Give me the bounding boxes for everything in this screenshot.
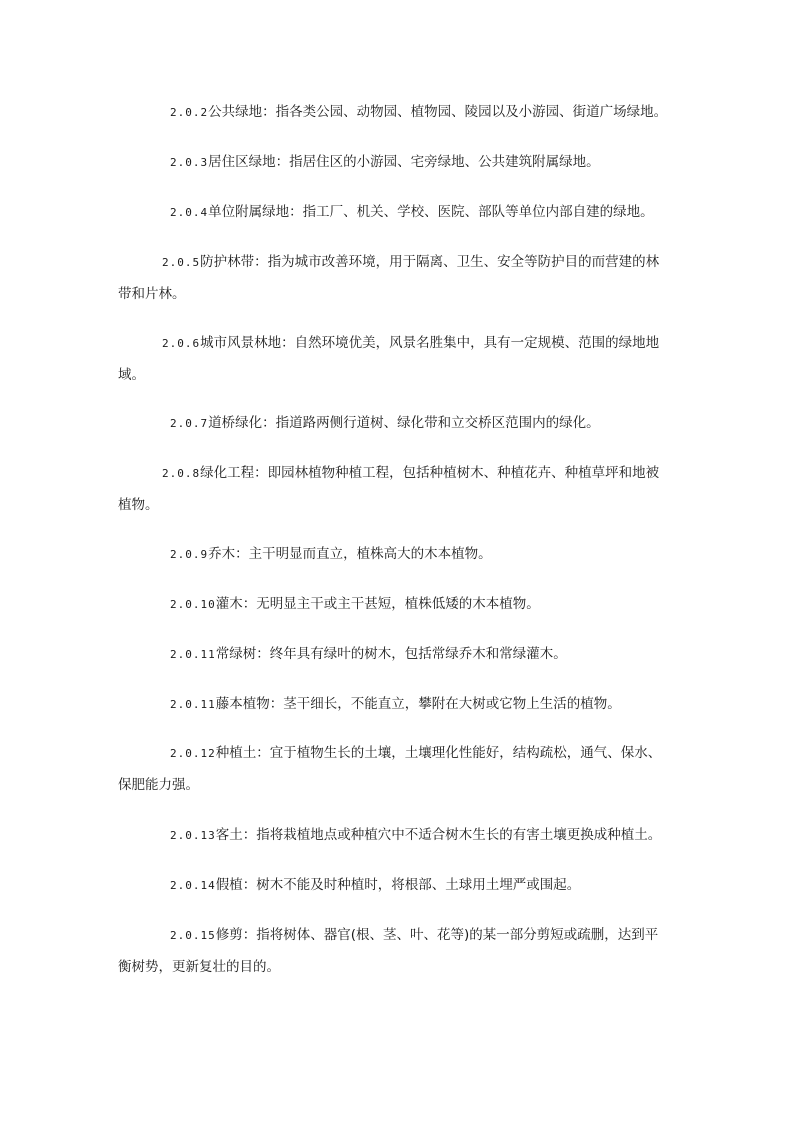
- clause-text: 灌木：无明显主干或主干甚短，植株低矮的木本植物。: [215, 596, 540, 612]
- clause-number: 2.0.13: [170, 829, 216, 842]
- clause-text: 道桥绿化：指道路两侧行道树、绿化带和立交桥区范围内的绿化。: [208, 415, 600, 431]
- clause-number: 2.0.14: [170, 879, 216, 892]
- clause-text: 城市风景林地：自然环境优美，风景名胜集中，具有一定规模、范围的绿地地: [200, 335, 660, 351]
- clause-number: 2.0.3: [170, 156, 209, 169]
- clause-text-continued: 植物。: [118, 497, 159, 513]
- clause-text-continued: 带和片林。: [118, 286, 186, 302]
- clause-number: 2.0.12: [170, 747, 216, 760]
- clause-text-continued: 域。: [118, 367, 145, 383]
- clause-text: 防护林带：指为城市改善环境，用于隔离、卫生、安全等防护目的而营建的林: [200, 254, 660, 270]
- clause-number: 2.0.6: [162, 337, 201, 350]
- clause-number: 2.0.10: [170, 598, 216, 611]
- clause-number: 2.0.2: [170, 106, 209, 119]
- clause-text: 公共绿地：指各类公园、动物园、植物园、陵园以及小游园、街道广场绿地。: [208, 104, 668, 120]
- clause-number: 2.0.5: [162, 256, 201, 269]
- clause-text: 修剪：指将树体、器官(根、茎、叶、花等)的某一部分剪短或疏删，达到平: [215, 927, 659, 943]
- clause-text-continued: 衡树势，更新复壮的目的。: [118, 959, 280, 975]
- clause-text: 单位附属绿地：指工厂、机关、学校、医院、部队等单位内部自建的绿地。: [208, 204, 654, 220]
- clause-number: 2.0.11: [170, 648, 216, 661]
- clause-text: 藤本植物：茎干细长，不能直立，攀附在大树或它物上生活的植物。: [215, 696, 621, 712]
- clause-text: 常绿树：终年具有绿叶的树木，包括常绿乔木和常绿灌木。: [215, 646, 567, 662]
- clause-number: 2.0.7: [170, 417, 209, 430]
- clause-text: 假植：树木不能及时种植时，将根部、土球用土埋严或围起。: [215, 877, 581, 893]
- clause-text: 居住区绿地：指居住区的小游园、宅旁绿地、公共建筑附属绿地。: [208, 154, 600, 170]
- clause-number: 2.0.4: [170, 206, 209, 219]
- clause-number: 2.0.15: [170, 929, 216, 942]
- clause-text: 绿化工程：即园林植物种植工程，包括种植树木、种植花卉、种植草坪和地被: [200, 465, 660, 481]
- clause-text: 客土：指将栽植地点或种植穴中不适合树木生长的有害土壤更换成种植土。: [215, 827, 662, 843]
- clause-number: 2.0.11: [170, 698, 216, 711]
- clause-text-continued: 保肥能力强。: [118, 777, 199, 793]
- clause-text: 种植土：宜于植物生长的土壤，土壤理化性能好，结构疏松，通气、保水、: [215, 745, 662, 761]
- clause-text: 乔木：主干明显而直立，植株高大的木本植物。: [208, 546, 492, 562]
- clause-number: 2.0.8: [162, 467, 201, 480]
- clause-number: 2.0.9: [170, 548, 209, 561]
